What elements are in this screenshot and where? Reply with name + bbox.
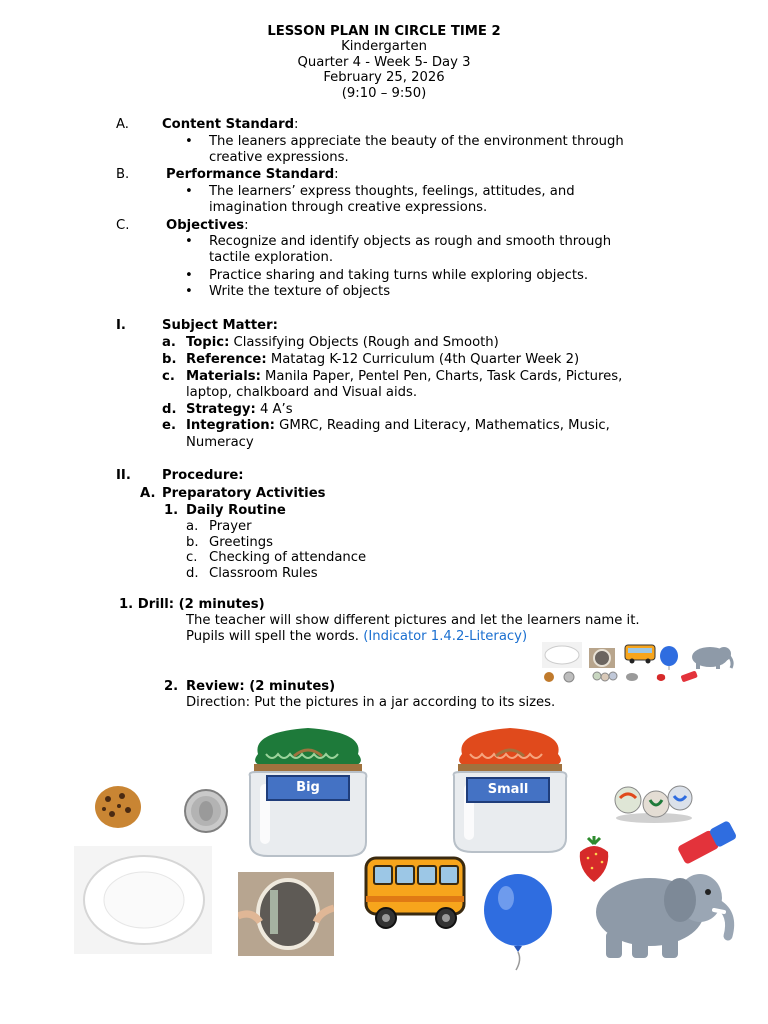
subject-item-letter: e. bbox=[162, 418, 176, 433]
subject-item-value: GMRC, Reading and Literacy, Mathematics, Music, bbox=[274, 418, 610, 433]
content-standard-heading: Content Standard: bbox=[162, 117, 299, 132]
subject-item-label: Reference: bbox=[186, 352, 267, 367]
objective-2-text: Practice sharing and taking turns while exploring objects. bbox=[209, 268, 589, 283]
subject-item-label: Materials: bbox=[186, 369, 261, 384]
lesson-time: (9:10 – 9:50) bbox=[341, 86, 427, 101]
review-title: Review: (2 minutes) bbox=[186, 679, 336, 694]
subject-item-strategy bbox=[186, 402, 293, 418]
elephant-thumbnail-image bbox=[692, 647, 732, 669]
objectives-heading: Objectives: bbox=[166, 218, 249, 233]
bullet: • bbox=[185, 284, 193, 299]
daily-routine-number: 1. bbox=[164, 503, 179, 518]
objective-1-text-2: tactile exploration. bbox=[209, 250, 334, 265]
routine-item-rules: Classroom Rules bbox=[209, 566, 318, 581]
plate-thumbnail-image bbox=[542, 642, 582, 668]
content-standard-text-1: The leaners appreciate the beauty of the environment through bbox=[209, 134, 624, 149]
coin-thumbnail-image bbox=[564, 672, 574, 682]
daily-routine-title: Daily Routine bbox=[186, 503, 286, 518]
subject-item-value: Classifying Objects (Rough and Smooth) bbox=[229, 335, 499, 350]
procedure-title: Procedure: bbox=[162, 468, 244, 483]
drill-title: 1. Drill: (2 minutes) bbox=[119, 597, 265, 612]
mirror-thumbnail-image bbox=[589, 648, 615, 668]
subject-item-value: Manila Paper, Pentel Pen, Charts, Task Cards, Pictures, bbox=[260, 369, 623, 384]
preparatory-letter: A. bbox=[140, 486, 156, 501]
subject-item-label: Strategy: bbox=[186, 402, 256, 417]
bullet: • bbox=[185, 134, 193, 149]
subject-item-letter: d. bbox=[162, 402, 177, 417]
review-number: 2. bbox=[164, 679, 179, 694]
routine-item-attendance: Checking of attendance bbox=[209, 550, 367, 565]
marbles-thumbnail-image bbox=[593, 672, 617, 681]
subject-item-letter: c. bbox=[162, 369, 175, 384]
subject-item-reference bbox=[186, 352, 579, 368]
review-direction: Direction: Put the pictures in a jar according to its sizes. bbox=[186, 695, 556, 710]
performance-standard-title: Performance Standard bbox=[166, 167, 335, 182]
subject-item-materials bbox=[186, 369, 622, 385]
subject-item-value: 4 A’s bbox=[255, 402, 293, 417]
routine-item-letter: c. bbox=[186, 550, 198, 565]
subject-item-topic bbox=[186, 335, 499, 351]
subject-item-letter: b. bbox=[162, 352, 177, 367]
stone-thumbnail-image bbox=[626, 673, 638, 681]
bullet: • bbox=[185, 184, 193, 199]
bus-image bbox=[360, 852, 470, 934]
subject-item-value: Matatag K-12 Curriculum (4th Quarter Week 2) bbox=[266, 352, 580, 367]
section-numeral-2: II. bbox=[116, 468, 131, 483]
content-standard-text-2: creative expressions. bbox=[209, 150, 349, 165]
subject-item-integration-cont: Numeracy bbox=[186, 435, 254, 450]
routine-item-letter: d. bbox=[186, 566, 199, 581]
balloon-image bbox=[480, 872, 560, 972]
preparatory-activities-title: Preparatory Activities bbox=[162, 486, 326, 501]
objective-3-text: Write the texture of objects bbox=[209, 284, 391, 299]
subject-item-materials-cont: laptop, chalkboard and Visual aids. bbox=[186, 385, 418, 400]
page-title: LESSON PLAN IN CIRCLE TIME 2 bbox=[267, 24, 501, 39]
small-jar-label: Small bbox=[466, 777, 550, 803]
lesson-date: February 25, 2026 bbox=[323, 70, 445, 85]
section-letter-b: B. bbox=[116, 167, 130, 182]
coin-image bbox=[182, 788, 230, 834]
section-numeral-1: I. bbox=[116, 318, 126, 333]
drill-indicator-link[interactable]: (Indicator 1.4.2-Literacy) bbox=[363, 629, 528, 644]
eraser-image bbox=[672, 818, 744, 866]
section-letter-c: C. bbox=[116, 218, 130, 233]
cookie-image bbox=[92, 784, 144, 830]
balloon-thumbnail-image bbox=[660, 646, 678, 670]
drill-pictures-strip bbox=[540, 640, 736, 686]
mirror-image bbox=[238, 872, 334, 956]
bus-thumbnail-image bbox=[625, 645, 655, 664]
subject-item-letter: a. bbox=[162, 335, 176, 350]
section-letter-a: A. bbox=[116, 117, 129, 132]
performance-standard-text-1: The learners’ express thoughts, feelings, attitudes, and bbox=[209, 184, 575, 199]
subject-item-label: Integration: bbox=[186, 418, 275, 433]
performance-standard-text-2: imagination through creative expressions. bbox=[209, 200, 488, 215]
routine-item-greetings: Greetings bbox=[209, 535, 274, 550]
objectives-title: Objectives bbox=[166, 218, 245, 233]
performance-standard-heading: Performance Standard: bbox=[166, 167, 339, 182]
objective-1-text-1: Recognize and identify objects as rough and smooth through bbox=[209, 234, 612, 249]
content-standard-title: Content Standard bbox=[162, 117, 295, 132]
drill-text-2-main: Pupils will spell the words. bbox=[186, 629, 364, 644]
bullet: • bbox=[185, 234, 193, 249]
drill-text-2 bbox=[186, 629, 527, 645]
routine-item-letter: b. bbox=[186, 535, 199, 550]
plate-image bbox=[74, 846, 212, 954]
quarter-week: Quarter 4 - Week 5- Day 3 bbox=[297, 55, 471, 70]
subject-item-integration bbox=[186, 418, 610, 434]
cookie-thumbnail-image bbox=[544, 672, 554, 682]
routine-item-letter: a. bbox=[186, 519, 199, 534]
drill-text-1: The teacher will show different pictures and let the learners name it. bbox=[186, 613, 640, 628]
subject-item-label: Topic: bbox=[186, 335, 230, 350]
strawberry-thumbnail-image bbox=[657, 674, 665, 681]
big-jar-label: Big bbox=[266, 775, 350, 801]
grade-level: Kindergarten bbox=[341, 39, 427, 54]
eraser-thumbnail-image bbox=[680, 670, 697, 682]
routine-item-prayer: Prayer bbox=[209, 519, 252, 534]
subject-matter-title: Subject Matter: bbox=[162, 318, 278, 333]
bullet: • bbox=[185, 268, 193, 283]
elephant-image bbox=[592, 866, 740, 962]
